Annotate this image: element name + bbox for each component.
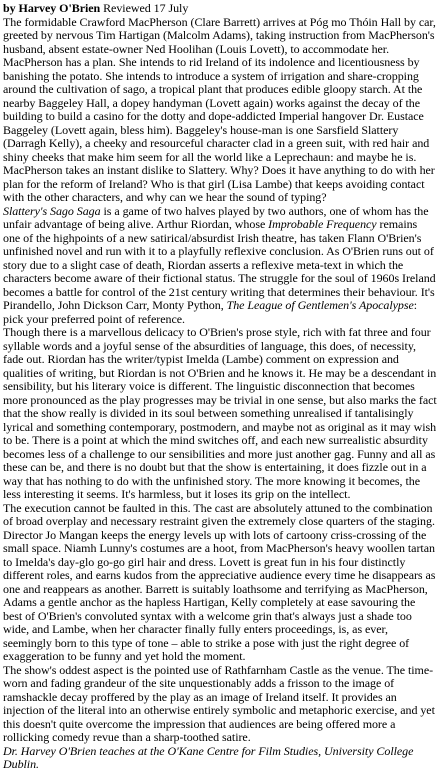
- byline: [3, 2, 437, 16]
- paragraph-authors: [3, 205, 437, 327]
- improbable-frequency-title: Improbable Frequency: [268, 217, 377, 231]
- paragraph-prose-style: Though there is a marvellous delicacy to O'Brien's prose style, rich with fat three and four syllable words and a joyful sense of the absurdities of language, this does, of necessity, fade out. Riordan has the writer/typist Imelda (Lambe) comment on expression and qualities of writing, but Riordan is not O'Brien and he knows it. He may be a descendant in sensibility, but his literary voice is different. The linguistic disconnection that becomes more pronounced as the play progresses may be trivial in one sense, but also marks the fact that the show really is divided in its soul between something unrealised if tantalisingly lyrical and something contemporary, postmodern, and maybe not as original as it may wish to be. There is a point at which the mind switches off, and each new surrealistic absurdity becomes less of a challenge to our sensibilities and more just another gag. Funny and all as these can be, and there is no doubt but that the show is entertaining, it does fizzle out in a way that has nothing to do with the unfinished story. The more knowing it becomes, the less interesting it seems. It's harmless, but it loses its grip on the intellect.: [3, 325, 437, 501]
- byline-date: Reviewed 17 July: [100, 1, 189, 15]
- paragraph-plot-summary: The formidable Crawford MacPherson (Clare Barrett) arrives at Póg mo Thóin Hall by car, greeted by nervous Tim Hartigan (Malcolm Adams), taking instruction from MacPherson's husband, absent estate-owner Ned Hoolihan (Louis Lovett), to accommodate her. MacPherson has a plan. She intends to rid Ireland of its indolence and licentiousness by banishing the potato. She intends to introduce a system of irrigation and share-cropping around the cultivation of sago, a tropical plant that produces edible gloopy starch. At the nearby Baggeley Hall, a dopey handyman (Lovett again) works against the decay of the building to build a casino for the dotty and dope-addicted Imperial hangover Dr. Eustace Baggeley (Lovett again, bless him). Baggeley's house-man is one Sarsfield Slattery (Darragh Kelly), a cheeky and resourceful character clad in a green suit, with red hair and shiny cheeks that make him seem for all the world like a Leprechaun: and maybe he is. MacPherson takes an instant dislike to Slattery. Why? Does it have anything to do with her plan for the reform of Ireland? Who is that girl (Lisa Lambe) that keeps avoiding contact with the other characters, and why can we hear the sound of typing?: [3, 14, 436, 204]
- play-title: Slattery's Sago Saga: [3, 203, 101, 218]
- byline-author: Harvey O'Brien: [18, 1, 101, 15]
- paragraph-cast: The execution cannot be faulted in this. The cast are absolutely attuned to the combination of broad overplay and necessary restraint given the extremely close quarters of the staging. Director Jo Mangan keeps the energy levels up with lots of cartoony criss-crossing of the small space. Niamh Lunny's costumes are a hoot, from MacPherson's heavy woollen tartan to Imelda's day-glo go-go girl hair and dress. Lovett is great fun in his four distinctly different roles, and earns kudos from the appreciative audience every time he disappears as one and reappears as another. Barrett is suitably loathsome and terrifying as MacPherson, Adams a gentle anchor as the hapless Hartigan, Kelly completely at ease savouring the best of O'Brien's convoluted syntax with a welcome grin that's always just a shade too wide, and Lambe, when her character finally fully enters proceedings, is, as ever, seemingly born to this type of tone – able to strike a pose with just the right degree of exaggeration to be funny and yet hold the moment.: [3, 500, 436, 663]
- paragraph-authors-text-3: : pick your preferred point of reference.: [3, 298, 418, 326]
- league-of-gentlemen-title: The League of Gentlemen's Apocalypse: [226, 298, 414, 312]
- paragraph-authors-text-2: remains one of the highpoints of a new satirical/absurdist Irish theatre, has taken Flann O'Brien's unfinished novel and run with it to a playfully reflexive conclusion. As O'Brien runs out of story due to a slight case of death, Riordan asserts a reflexive meta-text in which the characters become aware of their fictional status. The struggle for the soul of 1960s Ireland becomes a battle for control of the 21st century writing that determines their behaviour. It's Pirandello, John Dickson Carr, Monty Python,: [3, 217, 436, 312]
- paragraph-venue: The show's oddest aspect is the pointed use of Rathfarnham Castle as the venue. The time-worn and fading grandeur of the site unquestionably adds a frisson to the image of ramshackle decay proffered by the play as an image of Ireland itself. It provides an injection of the literal into an otherwise entirely symbolic and metaphoric exercise, and yet this doesn't quite overcome the impression that audiences are being offered more a rollicking comedy revue than a sharp-toothed satire.: [3, 662, 435, 744]
- paragraph-authors-text-1: is a game of two halves played by two authors, one of whom has the unfair advantage of being alive. Arthur Riordan, whose: [3, 203, 429, 231]
- author-bio: Dr. Harvey O'Brien teaches at the O'Kane Centre for Film Studies, University College Dublin.: [3, 743, 414, 771]
- byline-prefix: by: [3, 1, 19, 15]
